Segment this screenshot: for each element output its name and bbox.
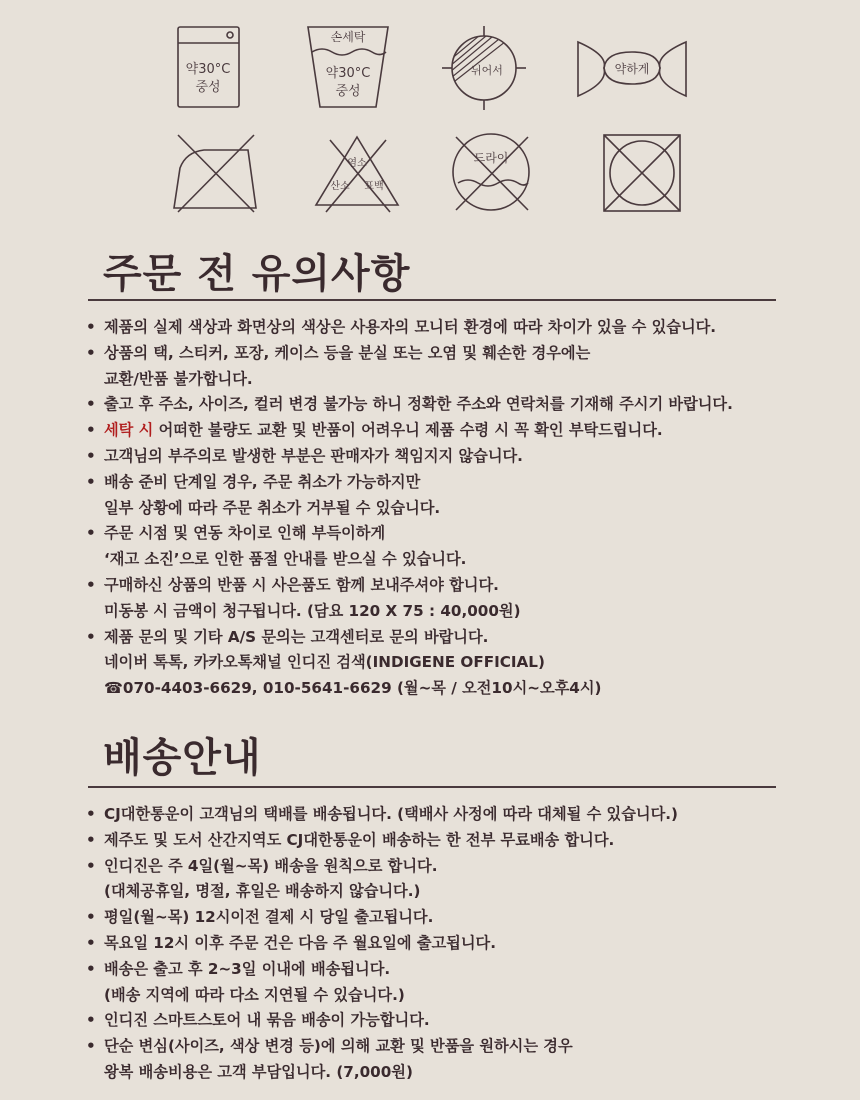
notice-title: 주문 전 유의사항	[103, 251, 411, 297]
shipping-title: 배송안내	[103, 735, 262, 781]
shipping-item	[86, 931, 786, 957]
notice-item-line: 일부 상황에 따라 주문 취소가 거부될 수 있습니다.	[104, 498, 441, 517]
notice-item-line: 교환/반품 불가합니다.	[104, 369, 253, 388]
shipping-item-line: • 인디진은 주 4일(월~목) 배송을 원칙으로 합니다.	[104, 856, 438, 875]
shipping-item	[86, 957, 786, 1009]
shipping-item-line: • 인디진 스마트스토어 내 묶음 배송이 가능합니다.	[104, 1011, 430, 1030]
notice-item	[86, 341, 786, 393]
shipping-item-line: • 목요일 12시 이후 주문 건은 다음 주 월요일에 출고됩니다.	[104, 933, 496, 952]
shipping-item-line: • 단순 변심(사이즈, 색상 변경 등)에 의해 교환 및 반품을 원하시는 경우	[104, 1037, 573, 1056]
notice-list	[86, 315, 786, 702]
svg-text:약하게: 약하게	[614, 62, 650, 76]
notice-item-line: • 제품 문의 및 기타 A/S 문의는 고객센터로 문의 바랍니다.	[104, 627, 489, 646]
notice-item	[86, 625, 786, 702]
shipping-item	[86, 854, 786, 906]
shipping-item-line: 왕복 배송비용은 고객 부담입니다. (7,000원)	[104, 1062, 413, 1081]
no-bleach-icon	[316, 137, 398, 212]
notice-item-line: • 출고 후 주소, 사이즈, 컬러 변경 불가능 하니 정확한 주소와 연락처를 기재해 주시기 바랍니다.	[104, 395, 733, 414]
no-tumble-dry-icon	[604, 135, 680, 211]
svg-text:손세탁: 손세탁	[330, 30, 366, 44]
notice-item	[86, 470, 786, 522]
shipping-item	[86, 802, 786, 828]
machine-wash-icon	[178, 27, 239, 107]
shipping-item	[86, 1008, 786, 1034]
no-dry-clean-icon	[453, 134, 529, 210]
shipping-item-line: (대체공휴일, 명절, 휴일은 배송하지 않습니다.)	[104, 882, 421, 901]
notice-item-line: ‘재고 소진’으로 인한 품절 안내를 받으실 수 있습니다.	[104, 550, 467, 569]
notice-item-line	[104, 418, 786, 444]
shipping-item-line: • 평일(월~목) 12시이전 결제 시 당일 출고됩니다.	[104, 908, 434, 927]
shipping-item-line: • CJ대한통운이 고객님의 택배를 배송됩니다. (택배사 사정에 따라 대체될 수 있습니다.)	[104, 805, 678, 823]
notice-item	[86, 521, 786, 573]
highlight-text: 세탁 시	[104, 421, 154, 440]
notice-item-line: • 배송 준비 단계일 경우, 주문 취소가 가능하지만	[104, 472, 421, 491]
svg-text:산소: 산소	[330, 181, 350, 192]
shipping-item-line: • 배송은 출고 후 2~3일 이내에 배송됩니다.	[104, 959, 391, 978]
shade-dry-icon	[442, 26, 526, 110]
svg-text:중성: 중성	[195, 80, 221, 95]
svg-text:중성: 중성	[335, 84, 361, 99]
shipping-divider	[88, 786, 776, 788]
shipping-item	[86, 1034, 786, 1086]
svg-text:약30°C: 약30°C	[185, 62, 231, 77]
no-iron-icon	[174, 135, 256, 212]
notice-item-line: • 제품의 실제 색상과 화면상의 색상은 사용자의 모니터 환경에 따라 차이가 있을 수 있습니다.	[104, 318, 717, 336]
notice-item-text: 어떠한 불량도 교환 및 반품이 어려우니 제품 수령 시 꼭 확인 부탁드립니다.	[153, 421, 663, 440]
notice-item	[86, 444, 786, 470]
notice-item	[86, 418, 786, 444]
svg-text:뉘어서: 뉘어서	[471, 64, 503, 77]
care-label-icons	[0, 0, 860, 230]
shipping-item	[86, 905, 786, 931]
notice-item-line: • 고객님의 부주의로 발생한 부분은 판매자가 책임지지 않습니다.	[104, 446, 523, 465]
notice-item-line: • 주문 시점 및 연동 차이로 인해 부득이하게	[104, 524, 386, 543]
notice-item	[86, 573, 786, 625]
notice-item-line: • 상품의 택, 스티커, 포장, 케이스 등을 분실 또는 오염 및 훼손한 경우에는	[104, 343, 591, 362]
shipping-item	[86, 828, 786, 854]
notice-item	[86, 392, 786, 418]
notice-item	[86, 315, 786, 341]
notice-item-line: 네이버 톡톡, 카카오톡채널 인디진 검색(INDIGENE OFFICIAL)	[104, 653, 545, 672]
svg-text:드라이: 드라이	[473, 151, 509, 165]
shipping-item-line: • 제주도 및 도서 산간지역도 CJ대한통운이 배송하는 한 전부 무료배송 합니다.	[104, 830, 615, 849]
shipping-item-line: (배송 지역에 따라 다소 지연될 수 있습니다.)	[104, 985, 405, 1004]
svg-text:염소: 염소	[347, 158, 367, 169]
notice-item-line: • 구매하신 상품의 반품 시 사은품도 함께 보내주셔야 합니다.	[104, 575, 499, 594]
svg-text:표백: 표백	[364, 181, 384, 192]
notice-divider	[88, 299, 776, 301]
wring-gently-icon	[578, 42, 686, 96]
notice-item-line: ☎070-4403-6629, 010-5641-6629 (월~목 / 오전10시~오후4시)	[104, 679, 602, 698]
svg-text:약30°C: 약30°C	[325, 66, 371, 81]
notice-item-line: 미동봉 시 금액이 청구됩니다. (담요 120 X 75 : 40,000원)	[104, 601, 521, 620]
hand-wash-icon	[308, 27, 388, 107]
shipping-list	[86, 802, 786, 1086]
